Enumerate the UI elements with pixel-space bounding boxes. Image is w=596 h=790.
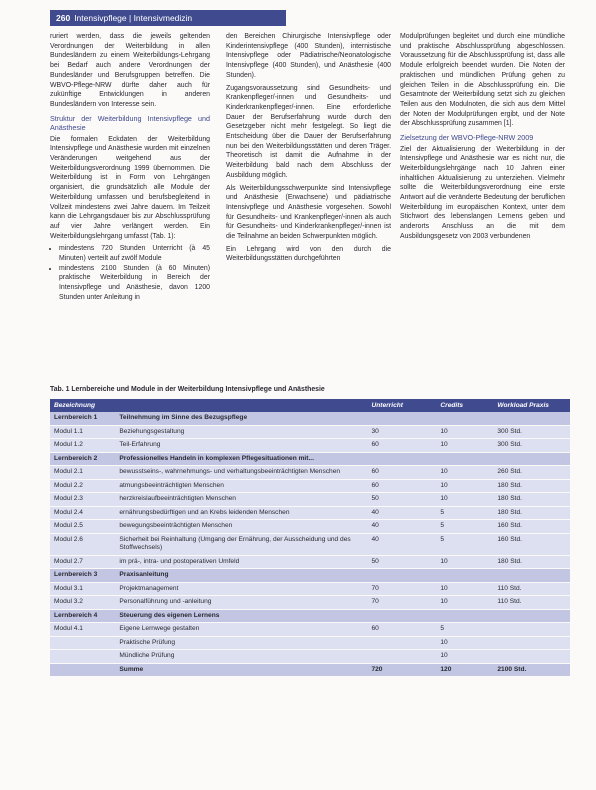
table-cell-title: ernährungsbedürftigen und an Krebs leidenden Menschen: [115, 506, 367, 520]
table-row: [50, 466, 570, 480]
col-header: Workload Praxis: [493, 399, 570, 412]
table-cell-w: 300 Std.: [493, 425, 570, 439]
table-cell-c: 120: [436, 663, 493, 677]
module-table: [50, 399, 570, 677]
paragraph: Ein Lehrgang wird von den durch die Weiterbildungsstätten durchgeführten: [226, 245, 391, 263]
section-heading: Struktur der Weiterbildung Intensivpflege und Anästhesie: [50, 113, 210, 133]
table-cell-title: Mündliche Prüfung: [115, 650, 367, 664]
table-cell-nr: Modul 2.7: [50, 555, 115, 569]
table-cell-c: 10: [436, 466, 493, 480]
table-cell-c: 10: [436, 650, 493, 664]
table-cell-u: 720: [367, 663, 436, 677]
table-cell-c: 10: [436, 493, 493, 507]
learning-area-row: [50, 609, 570, 623]
paragraph: den Bereichen Chirurgische Intensivpflege oder Kinderintensivpflege (400 Stunden), internistische Intensivpflege oder Pädiatrische/Neonatologische Intensivpflege (400 Stunden), und Anästhesie (400 Stunden).: [226, 33, 391, 79]
text-column-3: [400, 32, 565, 245]
table-row: [50, 533, 570, 555]
table-cell-nr: [50, 636, 115, 650]
table-cell-w: [493, 452, 570, 466]
table-cell-title: Sicherheit bei Reinhaltung (Umgang der Ernährung, der Ausscheidung und des Stoffwechsels): [115, 533, 367, 555]
table-cell-nr: [50, 650, 115, 664]
section-heading: Zielsetzung der WBVO-Pflege-NRW 2009: [400, 133, 534, 143]
table-cell-w: [493, 569, 570, 583]
table-cell-title: Teilnehmung im Sinne des Bezugspflege: [115, 412, 367, 425]
page-number: 260: [56, 13, 71, 23]
table-cell-u: 40: [367, 506, 436, 520]
table-cell-nr: Lernbereich 2: [50, 452, 115, 466]
table-cell-nr: Modul 2.5: [50, 520, 115, 534]
table-row: [50, 439, 570, 453]
table-row: [50, 493, 570, 507]
paragraph: Die formalen Eckdaten der Weiterbildung Intensivpflege und Anästhesie wurden mit einzelnen Veränderungen weitgehend aus der Weiterbildungsverordnung 1999 übernommen. Die Weiterbildung ist in Form von Lehrgängen organisiert, die grundsätzlich alle Module der Weiterbildung umfassen und berufsbegleitend in Vollzeit mindestens zwei Jahre dauern. Im Teilzeit kann die Lehrgangsdauer bis zur Abschlussprüfung auf vier Jahre verlängert werden. Ein Weiterbildungslehrgang umfasst (Tab. 1):: [50, 135, 210, 240]
table-cell-title: Teil-Erfahrung: [115, 439, 367, 453]
bullet-list: [50, 244, 210, 302]
table-cell-c: 5: [436, 533, 493, 555]
table-cell-w: [493, 412, 570, 425]
table-row: [50, 650, 570, 664]
paragraph: Zugangsvoraussetzung sind Gesundheits- und Krankenpfleger/-innen und Gesundheits- und Kinderkrankenpfleger/-innen. Eine erforderliche Dauer der Berufserfahrung wurde durch den Gesetzgeber nicht mehr festgelegt. So liegt die Entscheidung über die Dauer der Berufserfahrung nun bei den Weiterbildungsstätten und deren Träger. Theoretisch ist damit die Aufnahme in der Weiterbildung bald nach dem Abschluss der Ausbildung möglich.: [226, 84, 391, 179]
table-cell-w: [493, 623, 570, 637]
table-cell-c: [436, 569, 493, 583]
table-cell-u: 40: [367, 520, 436, 534]
table-cell-nr: Modul 4.1: [50, 623, 115, 637]
table-cell-u: 60: [367, 466, 436, 480]
table-cell-w: 180 Std.: [493, 493, 570, 507]
table-cell-u: 70: [367, 596, 436, 610]
list-item: • mindestens 2100 Stunden (à 60 Minuten) praktische Weiterbildung in Bereich der Intensivpflege und Anästhesie, davon 1200 Stunden unter Anleitung in: [59, 264, 210, 303]
table-cell-c: 10: [436, 596, 493, 610]
table-caption: Tab. 1 Lernbereiche und Module in der Weiterbildung Intensivpflege und Anästhesie: [50, 386, 325, 393]
table-cell-title: Beziehungsgestaltung: [115, 425, 367, 439]
table-row: [50, 479, 570, 493]
table-cell-u: 70: [367, 582, 436, 596]
table-cell-title: Steuerung des eigenen Lernens: [115, 609, 367, 623]
table-cell-u: [367, 636, 436, 650]
table-cell-c: 10: [436, 479, 493, 493]
table-cell-w: [493, 609, 570, 623]
table-row: [50, 582, 570, 596]
table-cell-c: 5: [436, 506, 493, 520]
sum-row: [50, 663, 570, 677]
table-cell-title: Praktische Prüfung: [115, 636, 367, 650]
table-cell-nr: [50, 663, 115, 677]
table-cell-w: 260 Std.: [493, 466, 570, 480]
table-cell-c: 10: [436, 582, 493, 596]
table-cell-u: 50: [367, 493, 436, 507]
table-cell-c: [436, 609, 493, 623]
table-cell-w: [493, 650, 570, 664]
list-item: • mindestens 720 Stunden Unterricht (à 45 Minuten) verteilt auf zwölf Module: [59, 244, 210, 263]
table-cell-u: [367, 609, 436, 623]
table-cell-nr: Modul 1.2: [50, 439, 115, 453]
table-cell-w: 180 Std.: [493, 506, 570, 520]
learning-area-row: [50, 412, 570, 425]
table-cell-nr: Modul 3.2: [50, 596, 115, 610]
table-cell-nr: Modul 2.3: [50, 493, 115, 507]
table-cell-title: im prä-, intra- und postoperativen Umfeld: [115, 555, 367, 569]
learning-area-row: [50, 569, 570, 583]
table-cell-w: [493, 636, 570, 650]
table-cell-u: 40: [367, 533, 436, 555]
table-cell-title: Professionelles Handeln in komplexen Pflegesituationen mit...: [115, 452, 367, 466]
table-cell-title: Personalführung und -anleitung: [115, 596, 367, 610]
table-cell-w: 180 Std.: [493, 555, 570, 569]
table-cell-nr: Lernbereich 1: [50, 412, 115, 425]
table-cell-c: 10: [436, 636, 493, 650]
table-cell-w: 160 Std.: [493, 533, 570, 555]
table-cell-c: 5: [436, 623, 493, 637]
table-cell-nr: Modul 3.1: [50, 582, 115, 596]
table-cell-c: 5: [436, 520, 493, 534]
learning-area-row: [50, 452, 570, 466]
table-cell-nr: Lernbereich 4: [50, 609, 115, 623]
table-cell-nr: Lernbereich 3: [50, 569, 115, 583]
table-cell-c: 10: [436, 555, 493, 569]
running-title: Intensivpflege | Intensivmedizin: [74, 13, 193, 23]
table-cell-nr: Modul 2.2: [50, 479, 115, 493]
table-cell-nr: Modul 2.6: [50, 533, 115, 555]
col-header: Unterricht: [367, 399, 436, 412]
table-header-row: [50, 399, 570, 412]
table-row: [50, 506, 570, 520]
table-cell-nr: Modul 2.4: [50, 506, 115, 520]
table-cell-title: bewegungsbeeinträchtigten Menschen: [115, 520, 367, 534]
paragraph: Ziel der Aktualisierung der Weiterbildung in der Intensivpflege und Anästhesie war es nicht nur, die Weiterbildungslehrgänge nach 10 Jahren einer inhaltlichen Aktualisierung zu unterziehen. Vielmehr sollte die Weiterbildungsverordnung eine erste Antwort auf die veränderte Bedeutung der beruflichen Weiterbildung im europäischen Kontext, unter dem Stichwort des lebenslangen Lernens geben und anderorts Anschluss an die mit dem Ausbildungsgesetz von 2003 verbundenen: [400, 145, 565, 240]
table-cell-u: 60: [367, 623, 436, 637]
table-cell-title: bewusstseins-, wahrnehmungs- und verhaltungsbeeinträchtigten Menschen: [115, 466, 367, 480]
table-cell-nr: Modul 2.1: [50, 466, 115, 480]
table-cell-title: Eigene Lernwege gestalten: [115, 623, 367, 637]
table-row: [50, 596, 570, 610]
paragraph: Modulprüfungen begleitet und durch eine mündliche und praktische Abschlussprüfung abgeschlossen. Voraussetzung für die Abschlussprüfung ist, dass alle Module erfolgreich beendet wurden. Die Noten der praktischen und mündlichen Prüfung gehen zu gleichen Teilen in die Abschlussprüfung ein. Die Gesamtnote der Weiterbildung setzt sich zu gleichen Teilen aus den Modulnoten, die sich aus dem Mittel der Noten der Modulprüfungen ergibt, und der Note der Abschlussprüfung zusammen [1].: [400, 33, 565, 128]
table-cell-w: 2100 Std.: [493, 663, 570, 677]
table-row: [50, 623, 570, 637]
text-column-2: [226, 32, 391, 267]
table-row: [50, 520, 570, 534]
table-row: [50, 425, 570, 439]
paragraph: ruriert werden, dass die jeweils geltenden Verordnungen der Weiterbildung in allen Bundesländern zu einem Weiterbildungs-Lehrgang bei Bedarf auch andere Verordnungen der Bundesländer und Berufsgruppen betreffen. Die WBVO-Pflege-NRW dürfte daher auch für zukünftige Entwicklungen in anderen Bundesländern von Interesse sein.: [50, 33, 210, 108]
table-cell-u: [367, 650, 436, 664]
table-cell-u: 50: [367, 555, 436, 569]
table-cell-title: Summe: [115, 663, 367, 677]
table-cell-nr: Modul 1.1: [50, 425, 115, 439]
table-cell-title: atmungsbeeinträchtigten Menschen: [115, 479, 367, 493]
table-cell-u: 60: [367, 479, 436, 493]
table-body: [50, 412, 570, 677]
table-cell-u: [367, 569, 436, 583]
text-column-1: [50, 32, 210, 303]
table-row: [50, 636, 570, 650]
table-cell-c: 10: [436, 439, 493, 453]
table-cell-u: 60: [367, 439, 436, 453]
col-header: Credits: [436, 399, 493, 412]
table-cell-title: herzkreislaufbeeinträchtigten Menschen: [115, 493, 367, 507]
table-row: [50, 555, 570, 569]
table-cell-title: Projektmanagement: [115, 582, 367, 596]
table-cell-u: [367, 412, 436, 425]
table-cell-w: 160 Std.: [493, 520, 570, 534]
table-cell-u: [367, 452, 436, 466]
page-header: [50, 10, 286, 26]
table-cell-w: 180 Std.: [493, 479, 570, 493]
table-cell-w: 110 Std.: [493, 582, 570, 596]
table-cell-w: 300 Std.: [493, 439, 570, 453]
table-cell-c: 10: [436, 425, 493, 439]
col-header: [115, 399, 367, 412]
table-cell-w: 110 Std.: [493, 596, 570, 610]
table-cell-u: 30: [367, 425, 436, 439]
col-header: Bezeichnung: [50, 399, 115, 412]
table-cell-title: Praxisanleitung: [115, 569, 367, 583]
table-cell-c: [436, 412, 493, 425]
table-cell-c: [436, 452, 493, 466]
paragraph: Als Weiterbildungsschwerpunkte sind Intensivpflege und Anästhesie (Erwachsene) und pädiatrische Intensivpflege und Anästhesie vorgesehen. Sowohl für Gesundheits- und Krankenpfleger/-innen als auch für Gesundheits- und Kinderkrankenpfleger/-innen ist die Teilnahme an beiden Schwerpunkten möglich.: [226, 184, 391, 241]
